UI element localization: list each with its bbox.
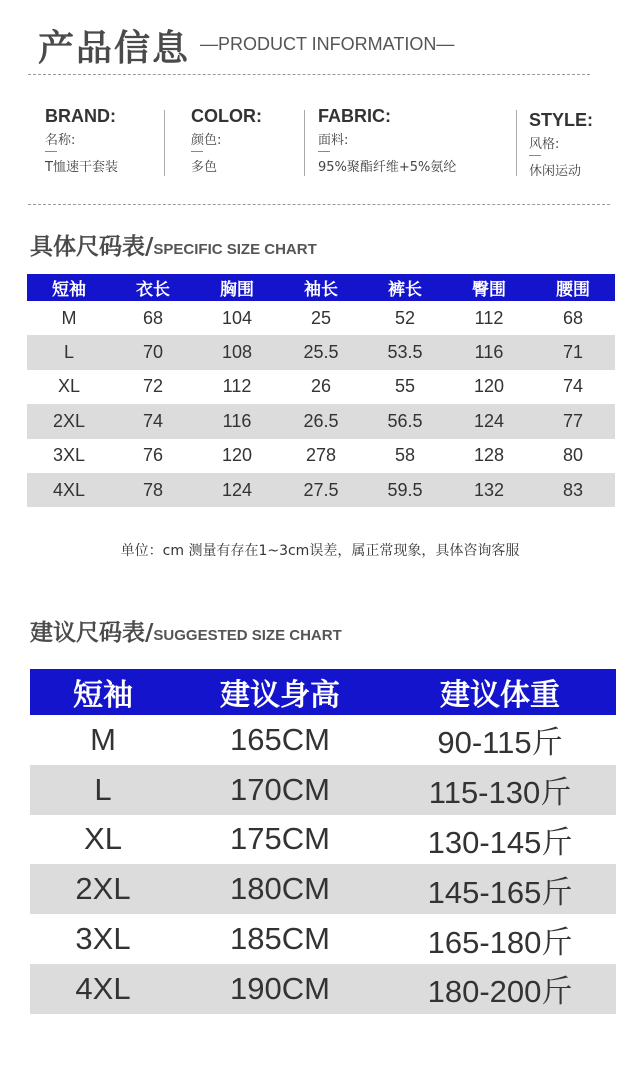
color-mark	[191, 151, 203, 152]
column-header: 建议身高	[176, 669, 384, 715]
table-cell: 104	[221, 307, 253, 328]
table-cell: 2XL	[30, 864, 176, 914]
fabric-label-en: FABRIC:	[318, 106, 391, 126]
measurement-note: 单位：cm 测量有存在1~3cm误差，属正常现象，具体咨询客服	[120, 543, 520, 559]
table-cell: 4XL	[27, 473, 111, 507]
table-cell: 165-180斤	[427, 924, 573, 960]
table-cell: 74	[111, 404, 195, 438]
table-cell: 68	[142, 307, 164, 328]
table-cell: 68	[562, 307, 584, 328]
table-cell: 26.5	[279, 404, 363, 438]
column-header: 袖长	[279, 274, 363, 301]
table-cell: 56.5	[363, 404, 447, 438]
table-cell: 116	[447, 335, 531, 369]
suggested-chart-title-cn: 建议尺码表/	[30, 620, 154, 646]
table-cell: XL	[57, 376, 81, 397]
table-cell: M	[61, 307, 77, 328]
table-cell: 132	[447, 473, 531, 507]
table-cell: L	[27, 335, 111, 369]
info-color	[191, 106, 262, 175]
fabric-mark	[318, 151, 330, 152]
info-divider	[304, 110, 305, 176]
table-cell: 76	[142, 445, 164, 466]
table-row	[27, 439, 615, 473]
table-cell: 130-145斤	[427, 824, 573, 860]
table-cell: 170CM	[176, 765, 384, 815]
table-cell: 180-200斤	[384, 964, 616, 1014]
table-cell: M	[90, 721, 116, 757]
table-cell: 115-130斤	[384, 765, 616, 815]
table-cell: 78	[111, 473, 195, 507]
info-divider	[164, 110, 165, 176]
table-cell: 124	[195, 473, 279, 507]
table-cell: 83	[531, 473, 615, 507]
table-cell: 2XL	[27, 404, 111, 438]
table-cell: XL	[84, 821, 122, 857]
table-cell: 108	[195, 335, 279, 369]
table-cell: 59.5	[363, 473, 447, 507]
page-title: 产品信息	[38, 28, 191, 69]
table-row	[27, 335, 615, 369]
table-cell: 77	[531, 404, 615, 438]
table-cell: 128	[473, 445, 505, 466]
info-divider	[516, 110, 517, 176]
table-cell: 25	[310, 307, 332, 328]
suggested-chart-title-en: SUGGESTED SIZE CHART	[153, 627, 342, 644]
table-header-row	[30, 669, 616, 715]
table-cell: 72	[142, 376, 164, 397]
column-header: 建议体重	[384, 669, 616, 715]
table-row	[27, 473, 615, 507]
table-row	[30, 715, 616, 765]
header-divider	[28, 74, 590, 75]
table-cell: 116	[195, 404, 279, 438]
table-cell: 55	[394, 376, 416, 397]
table-cell: 3XL	[52, 445, 86, 466]
suggested-chart-heading	[30, 614, 342, 647]
style-value: 休闲运动	[529, 164, 582, 179]
table-cell: 71	[531, 335, 615, 369]
table-cell: 3XL	[75, 921, 131, 957]
table-cell: 90-115斤	[437, 725, 563, 761]
table-cell: 26	[310, 376, 332, 397]
fabric-label-cn: 面料:	[318, 133, 349, 148]
column-header: 腰围	[531, 274, 615, 301]
fabric-value: 95%聚酯纤维+5%氨纶	[318, 160, 457, 175]
color-label-en: COLOR:	[191, 106, 262, 126]
table-cell: 70	[111, 335, 195, 369]
table-cell: 112	[222, 376, 252, 397]
brand-label-en: BRAND:	[45, 106, 116, 126]
table-cell: 120	[221, 445, 253, 466]
size-chart-title-cn: 具体尺码表/	[30, 234, 154, 260]
table-cell: 27.5	[279, 473, 363, 507]
info-brand	[45, 106, 118, 175]
info-style	[529, 110, 593, 179]
table-row	[30, 914, 616, 964]
table-row	[30, 815, 616, 865]
table-row	[27, 404, 615, 438]
table-cell: 112	[474, 307, 504, 328]
table-cell: 190CM	[176, 964, 384, 1014]
table-cell: 25.5	[279, 335, 363, 369]
column-header: 臀围	[447, 274, 531, 301]
table-cell: 120	[473, 376, 505, 397]
brand-mark	[45, 151, 57, 152]
column-header: 衣长	[111, 274, 195, 301]
color-label-cn: 颜色:	[191, 133, 222, 148]
column-header: 短袖	[27, 274, 111, 301]
table-cell: 74	[562, 376, 584, 397]
info-fabric	[318, 106, 456, 175]
size-chart-title-en: SPECIFIC SIZE CHART	[153, 241, 317, 258]
size-chart-table	[27, 274, 615, 507]
table-row	[30, 964, 616, 1014]
table-cell: 58	[394, 445, 416, 466]
table-header-row	[27, 274, 615, 301]
table-row	[30, 765, 616, 815]
style-mark	[529, 155, 541, 156]
info-divider-bottom	[28, 204, 610, 205]
style-label-en: STYLE:	[529, 110, 594, 130]
table-cell: 180CM	[176, 864, 384, 914]
brand-label-cn: 名称:	[45, 133, 76, 148]
color-value: 多色	[191, 160, 218, 175]
table-cell: 4XL	[30, 964, 176, 1014]
table-cell: 52	[394, 307, 416, 328]
table-cell: 80	[562, 445, 584, 466]
column-header: 裤长	[363, 274, 447, 301]
style-label-cn: 风格:	[529, 137, 560, 152]
column-header: 短袖	[30, 669, 176, 715]
size-chart-heading	[30, 228, 317, 261]
page-subtitle: —PRODUCT INFORMATION—	[200, 34, 455, 54]
table-cell: 175CM	[230, 821, 330, 857]
table-cell: 53.5	[363, 335, 447, 369]
table-row	[30, 864, 616, 914]
suggested-size-table	[30, 669, 616, 1014]
table-cell: 185CM	[230, 921, 330, 957]
column-header: 胸围	[195, 274, 279, 301]
table-row	[27, 301, 615, 335]
table-row	[27, 370, 615, 404]
brand-value: T恤速干套装	[45, 160, 118, 175]
table-cell: 278	[305, 445, 337, 466]
table-cell: 124	[447, 404, 531, 438]
table-cell: L	[30, 765, 176, 815]
table-cell: 145-165斤	[384, 864, 616, 914]
table-cell: 165CM	[230, 721, 330, 757]
